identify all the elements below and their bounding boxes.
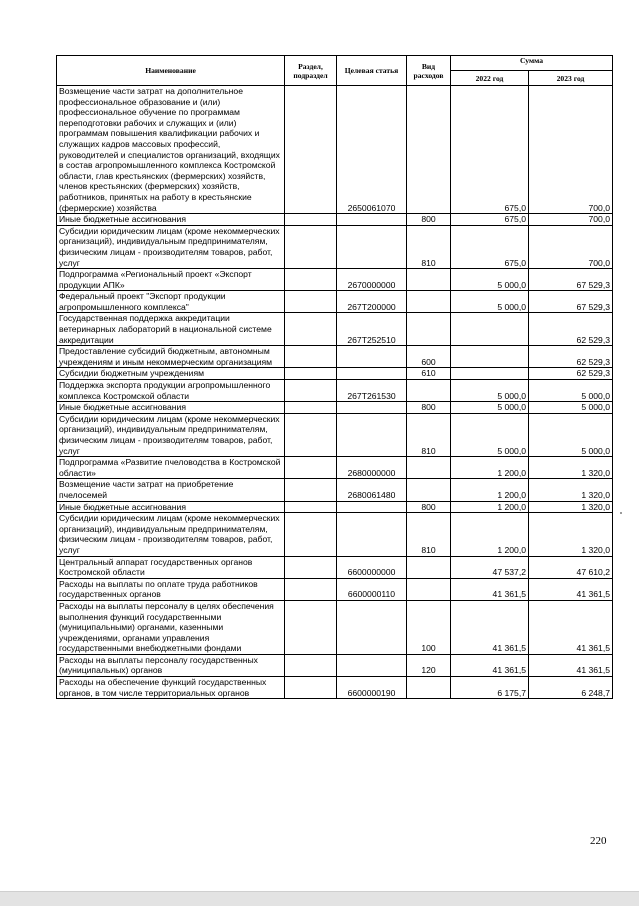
- row-section: [285, 225, 337, 268]
- row-section: [285, 600, 337, 654]
- row-sum-2023: 41 361,5: [529, 600, 613, 654]
- row-sum-2023: 62 529,3: [529, 313, 613, 346]
- row-expense-type: [407, 86, 451, 214]
- bottom-strip: [0, 891, 639, 906]
- table-row: [57, 313, 613, 346]
- row-target-code: [337, 513, 407, 556]
- row-section: [285, 578, 337, 600]
- row-sum-2023: 1 320,0: [529, 479, 613, 501]
- row-name: Федеральный проект "Экспорт продукции агропромышленного комплекса": [57, 291, 285, 313]
- table-row: [57, 578, 613, 600]
- row-sum-2023: 700,0: [529, 225, 613, 268]
- row-sum-2023: 41 361,5: [529, 578, 613, 600]
- row-name: Государственная поддержка аккредитации ветеринарных лабораторий в национальной системе аккредитации: [57, 313, 285, 346]
- table-row: [57, 214, 613, 226]
- row-section: [285, 402, 337, 414]
- row-target-code: 6600000110: [337, 578, 407, 600]
- row-sum-2023: 1 320,0: [529, 501, 613, 513]
- row-expense-type: [407, 578, 451, 600]
- row-section: [285, 313, 337, 346]
- row-target-code: [337, 402, 407, 414]
- row-section: [285, 479, 337, 501]
- table-row: [57, 556, 613, 578]
- row-section: [285, 346, 337, 368]
- row-target-code: [337, 225, 407, 268]
- table-row: [57, 346, 613, 368]
- row-target-code: 2680000000: [337, 457, 407, 479]
- row-target-code: [337, 600, 407, 654]
- row-name: Расходы на обеспечение функций государственных органов, в том числе территориальных органов: [57, 677, 285, 699]
- row-sum-2022: 1 200,0: [451, 501, 529, 513]
- table-row: [57, 291, 613, 313]
- page-number: 220: [590, 835, 607, 847]
- row-sum-2022: 41 361,5: [451, 654, 529, 676]
- row-expense-type: 810: [407, 225, 451, 268]
- row-expense-type: [407, 677, 451, 699]
- row-sum-2023: 1 320,0: [529, 457, 613, 479]
- row-expense-type: 120: [407, 654, 451, 676]
- row-name: Предоставление субсидий бюджетным, автономным учреждениям и иным некоммерческим организациям: [57, 346, 285, 368]
- row-expense-type: [407, 313, 451, 346]
- row-sum-2022: 41 361,5: [451, 578, 529, 600]
- row-name: Подпрограмма «Региональный проект «Экспорт продукции АПК»: [57, 269, 285, 291]
- row-target-code: [337, 413, 407, 456]
- row-section: [285, 677, 337, 699]
- row-section: [285, 457, 337, 479]
- row-sum-2022: [451, 368, 529, 380]
- row-expense-type: 800: [407, 501, 451, 513]
- row-sum-2023: 41 361,5: [529, 654, 613, 676]
- row-sum-2022: 41 361,5: [451, 600, 529, 654]
- table-row: [57, 225, 613, 268]
- header-name: Наименование: [57, 56, 285, 86]
- row-name: Поддержка экспорта продукции агропромышленного комплекса Костромской области: [57, 380, 285, 402]
- row-sum-2022: [451, 346, 529, 368]
- table-row: [57, 501, 613, 513]
- row-name: Возмещение части затрат на дополнительное профессиональное образование и (или) профессиональное обучение по программам переподготовки рабочих и служащих и (или) программам повышения квалификации рабочих и служащих кадров массовых профессий, руководителей и специалистов организаций, входящих в состав агропромышленного комплекса Костромской области, глав крестьянских (фермерских) хозяйств, членов крестьянских (фермерских) хозяйств, работников, принятых на работу в крестьянские (фермерские) хозяйства: [57, 86, 285, 214]
- table-row: [57, 654, 613, 676]
- row-target-code: 2670000000: [337, 269, 407, 291]
- row-name: Иные бюджетные ассигнования: [57, 402, 285, 414]
- row-section: [285, 413, 337, 456]
- header-target: Целевая статья: [337, 56, 407, 86]
- row-sum-2023: 1 320,0: [529, 513, 613, 556]
- row-sum-2023: 67 529,3: [529, 291, 613, 313]
- budget-table: [56, 55, 613, 699]
- table-body: [57, 86, 613, 699]
- row-sum-2022: 1 200,0: [451, 479, 529, 501]
- table-row: [57, 413, 613, 456]
- row-target-code: 267Т200000: [337, 291, 407, 313]
- row-sum-2022: 675,0: [451, 214, 529, 226]
- row-sum-2022: 6 175,7: [451, 677, 529, 699]
- row-expense-type: 810: [407, 513, 451, 556]
- row-sum-2023: 6 248,7: [529, 677, 613, 699]
- row-name: Центральный аппарат государственных органов Костромской области: [57, 556, 285, 578]
- row-expense-type: [407, 457, 451, 479]
- row-section: [285, 501, 337, 513]
- row-target-code: 267Т252510: [337, 313, 407, 346]
- row-sum-2022: 5 000,0: [451, 291, 529, 313]
- table-row: [57, 513, 613, 556]
- row-expense-type: 800: [407, 214, 451, 226]
- row-sum-2023: 47 610,2: [529, 556, 613, 578]
- row-expense-type: 100: [407, 600, 451, 654]
- row-sum-2022: 5 000,0: [451, 402, 529, 414]
- row-name: Субсидии бюджетным учреждениям: [57, 368, 285, 380]
- row-name: Подпрограмма «Развитие пчеловодства в Костромской области»: [57, 457, 285, 479]
- row-expense-type: [407, 291, 451, 313]
- row-name: Расходы на выплаты персоналу государственных (муниципальных) органов: [57, 654, 285, 676]
- header-expense: Вид расходов: [407, 56, 451, 86]
- table-row: [57, 600, 613, 654]
- row-expense-type: [407, 556, 451, 578]
- header-year-2022: 2022 год: [451, 71, 529, 86]
- table-row: [57, 86, 613, 214]
- row-sum-2023: 67 529,3: [529, 269, 613, 291]
- row-expense-type: 600: [407, 346, 451, 368]
- row-section: [285, 269, 337, 291]
- header-sum: Сумма: [451, 56, 613, 71]
- row-name: Субсидии юридическим лицам (кроме некоммерческих организаций), индивидуальным предпринимателям, физическим лицам - производителям товаров, работ, услуг: [57, 513, 285, 556]
- row-target-code: 267Т261530: [337, 380, 407, 402]
- row-expense-type: 810: [407, 413, 451, 456]
- row-expense-type: 800: [407, 402, 451, 414]
- header-section: Раздел, подраздел: [285, 56, 337, 86]
- table-row: [57, 677, 613, 699]
- row-sum-2023: 62 529,3: [529, 368, 613, 380]
- row-section: [285, 380, 337, 402]
- table-header: [57, 56, 613, 86]
- row-target-code: 2680061480: [337, 479, 407, 501]
- row-sum-2023: 5 000,0: [529, 402, 613, 414]
- table-row: [57, 380, 613, 402]
- row-expense-type: [407, 479, 451, 501]
- table-row: [57, 368, 613, 380]
- row-expense-type: 610: [407, 368, 451, 380]
- row-sum-2023: 62 529,3: [529, 346, 613, 368]
- row-expense-type: [407, 380, 451, 402]
- table-row: [57, 457, 613, 479]
- row-target-code: [337, 654, 407, 676]
- row-section: [285, 368, 337, 380]
- row-sum-2022: 675,0: [451, 86, 529, 214]
- row-name: Субсидии юридическим лицам (кроме некоммерческих организаций), индивидуальным предпринимателям, физическим лицам - производителям товаров, работ, услуг: [57, 413, 285, 456]
- row-section: [285, 291, 337, 313]
- row-name: Расходы на выплаты по оплате труда работников государственных органов: [57, 578, 285, 600]
- row-target-code: 2650061070: [337, 86, 407, 214]
- row-sum-2022: 5 000,0: [451, 413, 529, 456]
- row-section: [285, 214, 337, 226]
- row-target-code: 6600000000: [337, 556, 407, 578]
- row-sum-2022: 5 000,0: [451, 380, 529, 402]
- row-name: Возмещение части затрат на приобретение пчелосемей: [57, 479, 285, 501]
- row-sum-2023: 5 000,0: [529, 380, 613, 402]
- row-sum-2022: 1 200,0: [451, 457, 529, 479]
- row-target-code: [337, 214, 407, 226]
- row-sum-2023: 700,0: [529, 86, 613, 214]
- row-target-code: [337, 368, 407, 380]
- row-name: Субсидии юридическим лицам (кроме некоммерческих организаций), индивидуальным предпринимателям, физическим лицам - производителям товаров, работ, услуг: [57, 225, 285, 268]
- table-row: [57, 402, 613, 414]
- row-section: [285, 86, 337, 214]
- row-sum-2023: 5 000,0: [529, 413, 613, 456]
- row-sum-2022: 1 200,0: [451, 513, 529, 556]
- row-sum-2023: 700,0: [529, 214, 613, 226]
- row-expense-type: [407, 269, 451, 291]
- row-section: [285, 556, 337, 578]
- row-name: Иные бюджетные ассигнования: [57, 214, 285, 226]
- row-target-code: [337, 346, 407, 368]
- row-sum-2022: 47 537,2: [451, 556, 529, 578]
- scan-speck: [620, 512, 622, 514]
- row-sum-2022: [451, 313, 529, 346]
- row-target-code: [337, 501, 407, 513]
- row-sum-2022: 5 000,0: [451, 269, 529, 291]
- row-sum-2022: 675,0: [451, 225, 529, 268]
- row-name: Расходы на выплаты персоналу в целях обеспечения выполнения функций государственными (муниципальными) органами, казенными учреждениями, органами управления государственными внебюджетными фондами: [57, 600, 285, 654]
- row-target-code: 6600000190: [337, 677, 407, 699]
- row-section: [285, 654, 337, 676]
- table-row: [57, 269, 613, 291]
- table-row: [57, 479, 613, 501]
- row-section: [285, 513, 337, 556]
- header-year-2023: 2023 год: [529, 71, 613, 86]
- row-name: Иные бюджетные ассигнования: [57, 501, 285, 513]
